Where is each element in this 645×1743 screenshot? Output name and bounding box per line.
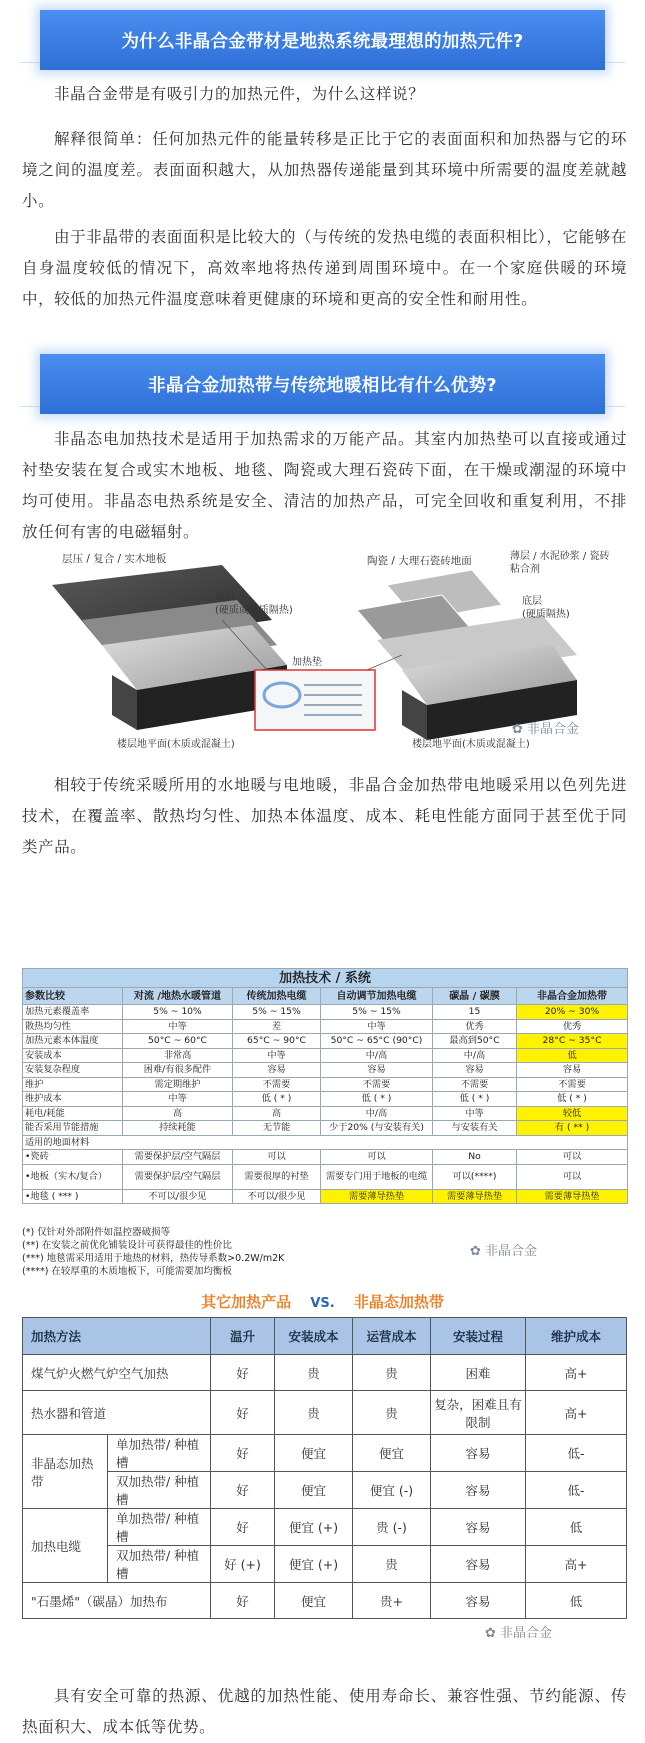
table-cell: 容易 <box>321 1063 433 1078</box>
table-cell: 便宜 (-) <box>353 1472 431 1509</box>
table-cell: 低 ( * ) <box>233 1092 321 1107</box>
compare-title-left: 其它加热产品 <box>201 1293 292 1311</box>
table-cell: 高 <box>233 1106 321 1121</box>
table-row <box>23 1546 627 1583</box>
method-group-cell: 非晶态加热带 <box>23 1435 108 1509</box>
table-cell: 可以(****) <box>433 1164 517 1189</box>
table-cell: 好 <box>211 1355 275 1391</box>
table-cell: 28°C ~ 35°C <box>517 1034 628 1049</box>
table-row <box>23 1019 628 1034</box>
watermark-text: 非晶合金 <box>527 722 580 737</box>
table-cell: 好 <box>211 1509 275 1546</box>
table-cell: 需要薄导热垫 <box>517 1189 628 1204</box>
method-group-cell: 加热电缆 <box>23 1509 108 1583</box>
table-cell: 差 <box>233 1019 321 1034</box>
paragraph-6: 具有安全可靠的热源、优越的加热性能、使用寿命长、兼容性强、节约能源、传热面积大、成本低等优势。 <box>22 1687 627 1736</box>
table-cell: 5% ~ 15% <box>233 1005 321 1020</box>
banner-card <box>40 354 605 414</box>
wechat-icon: ✿ <box>512 722 523 737</box>
table-body <box>23 1005 628 1204</box>
table-row <box>23 1092 628 1107</box>
table-cell: 高+ <box>526 1355 627 1391</box>
section-label: 适用的地面材料 <box>23 1135 628 1150</box>
compare-title-vs: VS. <box>310 1296 335 1311</box>
table-row <box>23 1435 627 1472</box>
footnote: (***) 地毯需采用适用于地热的材料，热传导系数>0.2W/m2K <box>22 1253 285 1264</box>
diagram-label-right-title: 陶瓷 / 大理石瓷砖地面 <box>367 555 472 567</box>
header-cell: 参数比较 <box>23 988 123 1005</box>
table-row <box>23 1034 628 1049</box>
table-cell: 低 <box>517 1048 628 1063</box>
table-cell: 贵 <box>353 1391 431 1435</box>
table-cell: 贵 <box>353 1355 431 1391</box>
table-cell: 持续耗能 <box>123 1121 233 1136</box>
table-cell: 可以 <box>233 1150 321 1165</box>
table-cell: 贵 (-) <box>353 1509 431 1546</box>
header-cell: 维护成本 <box>526 1318 627 1355</box>
banner-card <box>40 10 605 70</box>
header-cell: 安装过程 <box>431 1318 526 1355</box>
table-cell: 低- <box>526 1472 627 1509</box>
table-cell: 非常高 <box>123 1048 233 1063</box>
table-row <box>23 1189 628 1204</box>
table-cell: 中/高 <box>321 1106 433 1121</box>
diagram-label-right-mortar: 薄层 / 水泥砂浆 / 瓷砖粘合剂 <box>510 551 610 575</box>
compare-header-row <box>23 1318 627 1355</box>
table-title: 加热技术 / 系统 <box>23 969 628 988</box>
table-cell: 低 ( * ) <box>517 1092 628 1107</box>
compare-body <box>23 1355 627 1619</box>
paragraph-2: 解释很简单：任何加热元件的能量转移是正比于它的表面面积和加热器与它的环境之间的温度差。表面面积越大，从加热器传递能量到其环境中所需要的温度差就越小。 <box>22 130 627 210</box>
compare-title <box>0 1291 645 1312</box>
table-row <box>23 1472 627 1509</box>
table-cell: 便宜 <box>275 1435 353 1472</box>
table-header-row <box>23 988 628 1005</box>
table-cell: 可以 <box>517 1150 628 1165</box>
method-sub-cell: 单加热带/ 种植槽 <box>108 1509 211 1546</box>
table-cell: 中等 <box>321 1019 433 1034</box>
method-cell: 热水器和管道 <box>23 1391 211 1435</box>
table-row <box>23 1077 628 1092</box>
header-cell: 传统加热电缆 <box>233 988 321 1005</box>
table-cell: 好 <box>211 1435 275 1472</box>
method-cell: "石墨烯"（碳晶）加热布 <box>23 1583 211 1619</box>
row-label: 加热元素覆盖率 <box>23 1005 123 1020</box>
row-label: 维护成本 <box>23 1092 123 1107</box>
watermark <box>470 1240 537 1259</box>
header-cell: 对流 /地热水暖管道 <box>123 988 233 1005</box>
table-footnotes <box>22 1226 284 1278</box>
paragraph-5: 相较于传统采暖所用的水地暖与电地暖，非晶合金加热带电地暖采用以色列先进技术，在覆盖率、散热均匀性、加热本体温度、成本、耗电性能方面同于甚至优于同类产品。 <box>22 776 627 856</box>
footnote: (*) 仅针对外部附件如温控器破损等 <box>22 1227 171 1238</box>
table-cell: 50°C ~ 65°C (90°C) <box>321 1034 433 1049</box>
watermark <box>512 718 579 737</box>
table-cell: 中等 <box>433 1106 517 1121</box>
diagram-label-right-floor: 楼层地平面(木质或混凝土) <box>412 739 530 750</box>
table-cell: 优秀 <box>433 1019 517 1034</box>
table-row <box>23 1063 628 1078</box>
table-cell: 不需要 <box>321 1077 433 1092</box>
table-cell: 好 <box>211 1583 275 1619</box>
table-cell: 便宜 <box>275 1472 353 1509</box>
table-cell: 便宜 <box>353 1435 431 1472</box>
header-cell: 碳晶 / 碳膜 <box>433 988 517 1005</box>
header-cell: 非晶合金加热带 <box>517 988 628 1005</box>
compare-table <box>22 1317 627 1619</box>
row-label: 能否采用节能措施 <box>23 1121 123 1136</box>
table-cell: 容易 <box>431 1472 526 1509</box>
table-cell: 容易 <box>431 1509 526 1546</box>
table-cell: 便宜 (+) <box>275 1509 353 1546</box>
row-label: 耗电/耗能 <box>23 1106 123 1121</box>
table-cell: 优秀 <box>517 1019 628 1034</box>
table-cell: 贵 <box>275 1391 353 1435</box>
section-banner-2 <box>0 344 645 424</box>
method-cell: 煤气炉火燃气炉空气加热 <box>23 1355 211 1391</box>
table-cell: 贵 <box>275 1355 353 1391</box>
row-label: •瓷砖 <box>23 1150 123 1165</box>
table-cell: 最高到50°C <box>433 1034 517 1049</box>
table-row <box>23 1048 628 1063</box>
table-cell: 中等 <box>233 1048 321 1063</box>
floor-heating-diagram <box>22 545 627 750</box>
table-cell: 与安装有关 <box>433 1121 517 1136</box>
table-cell: 容易 <box>433 1063 517 1078</box>
table-cell: 有 ( ** ) <box>517 1121 628 1136</box>
table-cell: 容易 <box>431 1546 526 1583</box>
row-label: 安装复杂程度 <box>23 1063 123 1078</box>
table-cell: 无节能 <box>233 1121 321 1136</box>
table-row <box>23 1583 627 1619</box>
paragraph-3: 由于非晶带的表面面积是比较大的（与传统的发热电缆的表面积相比），它能够在自身温度较低的情况下，高效率地将热传递到周围环境中。在一个家庭供暖的环境中，较低的加热元件温度意味着更健康的环境和更高的安全性和耐用性。 <box>22 228 627 308</box>
row-label: •地毯 ( *** ) <box>23 1189 123 1204</box>
footnote: (****) 在较厚重的木质地板下，可能需要加均衡板 <box>22 1266 232 1277</box>
table-cell: 5% ~ 15% <box>321 1005 433 1020</box>
table-cell: 中等 <box>123 1092 233 1107</box>
table-cell: 中/高 <box>433 1048 517 1063</box>
table-cell: 高 <box>123 1106 233 1121</box>
table-cell: 贵+ <box>353 1583 431 1619</box>
table-row <box>23 1164 628 1189</box>
table-cell: 低 ( * ) <box>433 1092 517 1107</box>
table-cell: 需要专门用于地板的电缆 <box>321 1164 433 1189</box>
watermark-text: 非晶合金 <box>500 1626 553 1641</box>
table-row <box>23 1391 627 1435</box>
table-cell: 不可以/很少见 <box>123 1189 233 1204</box>
table-cell: 不需要 <box>517 1077 628 1092</box>
section-banner-1 <box>0 0 645 80</box>
table-cell: 困难 <box>431 1355 526 1391</box>
diagram-label-left-floor: 楼层地平面(木质或混凝土) <box>117 739 235 750</box>
table-cell: 复杂，困难且有限制 <box>431 1391 526 1435</box>
method-sub-cell: 双加热带/ 种植槽 <box>108 1546 211 1583</box>
table-cell: 困难/有很多配件 <box>123 1063 233 1078</box>
table-cell: 好 <box>211 1472 275 1509</box>
table-cell: 贵 <box>353 1546 431 1583</box>
table-cell: 不需要 <box>233 1077 321 1092</box>
table-cell: 需要薄导热垫 <box>433 1189 517 1204</box>
watermark <box>485 1622 552 1641</box>
row-label: •地板（实木/复合） <box>23 1164 123 1189</box>
banner-title: 为什么非晶合金带材是地热系统最理想的加热元件? <box>121 32 524 52</box>
banner-title: 非晶合金加热带与传统地暖相比有什么优势? <box>148 376 497 396</box>
diagram-label-center: 加热垫 <box>292 657 322 668</box>
table-cell: 15 <box>433 1005 517 1020</box>
table-cell: 不可以/很少见 <box>233 1189 321 1204</box>
table-cell: 需要保护层/空气隔层 <box>123 1150 233 1165</box>
table-cell: 低- <box>526 1435 627 1472</box>
table-row <box>23 1121 628 1136</box>
table-cell: 需定期维护 <box>123 1077 233 1092</box>
table-cell: 需要很厚的衬垫 <box>233 1164 321 1189</box>
table-section-row <box>23 1135 628 1150</box>
paragraph-4: 非晶态电加热技术是适用于加热需求的万能产品。其室内加热垫可以直接或通过衬垫安装在复合或实木地板、地毯、陶瓷或大理石瓷砖下面，在干燥或潮湿的环境中均可使用。非晶态电热系统是安全、清洁的加热产品，可完全回收和重复利用，不排放任何有害的电磁辐射。 <box>22 430 627 541</box>
table-row <box>23 1106 628 1121</box>
heating-tech-table <box>22 968 628 1204</box>
table-cell: 低 ( * ) <box>321 1092 433 1107</box>
footnote: (**) 在安装之前优化铺装设计可获得最佳的性价比 <box>22 1240 232 1251</box>
table-cell: 好 (+) <box>211 1546 275 1583</box>
table-cell: 好 <box>211 1391 275 1435</box>
diagram-label-left-base: 底层 (硬质或软质隔热) <box>215 592 293 616</box>
table-cell: 5% ~ 10% <box>123 1005 233 1020</box>
table-cell: 中/高 <box>321 1048 433 1063</box>
table-cell: 便宜 (+) <box>275 1546 353 1583</box>
table-cell: 65°C ~ 90°C <box>233 1034 321 1049</box>
table-cell: 可以 <box>321 1150 433 1165</box>
table-cell: 高+ <box>526 1546 627 1583</box>
method-sub-cell: 双加热带/ 种植槽 <box>108 1472 211 1509</box>
wechat-icon: ✿ <box>470 1244 481 1259</box>
paragraph-1: 非晶合金带是有吸引力的加热元件，为什么这样说？ <box>54 85 425 103</box>
header-cell: 温升 <box>211 1318 275 1355</box>
table-cell: 需要薄导热垫 <box>321 1189 433 1204</box>
header-cell: 运营成本 <box>353 1318 431 1355</box>
diagram-label-right-base: 底层 (硬质隔热) <box>522 596 570 620</box>
table-cell: 少于20% (与安装有关) <box>321 1121 433 1136</box>
row-label: 安装成本 <box>23 1048 123 1063</box>
method-sub-cell: 单加热带/ 种植槽 <box>108 1435 211 1472</box>
compare-title-right: 非晶态加热带 <box>353 1293 444 1311</box>
table-row <box>23 1355 627 1391</box>
table-cell: 低 <box>526 1583 627 1619</box>
table-row <box>23 1005 628 1020</box>
row-label: 散热均匀性 <box>23 1019 123 1034</box>
watermark-text: 非晶合金 <box>485 1244 538 1259</box>
table-title-row <box>23 969 628 988</box>
table-cell: No <box>433 1150 517 1165</box>
table-cell: 高+ <box>526 1391 627 1435</box>
table-cell: 容易 <box>431 1583 526 1619</box>
table-cell: 可以 <box>517 1164 628 1189</box>
header-cell: 安装成本 <box>275 1318 353 1355</box>
diagram-label-left-title: 层压 / 复合 / 实木地板 <box>62 553 167 565</box>
table-cell: 容易 <box>431 1435 526 1472</box>
table-cell: 需要保护层/空气隔层 <box>123 1164 233 1189</box>
table-cell: 不需要 <box>433 1077 517 1092</box>
row-label: 加热元素本体温度 <box>23 1034 123 1049</box>
table-cell: 容易 <box>517 1063 628 1078</box>
table-row <box>23 1509 627 1546</box>
header-cell: 自动调节加热电缆 <box>321 988 433 1005</box>
table-cell: 较低 <box>517 1106 628 1121</box>
table-cell: 20% ~ 30% <box>517 1005 628 1020</box>
table-row <box>23 1150 628 1165</box>
table-cell: 低 <box>526 1509 627 1546</box>
row-label: 维护 <box>23 1077 123 1092</box>
header-cell: 加热方法 <box>23 1318 211 1355</box>
wechat-icon: ✿ <box>485 1626 496 1641</box>
table-cell: 容易 <box>233 1063 321 1078</box>
table-cell: 便宜 <box>275 1583 353 1619</box>
table-cell: 50°C ~ 60°C <box>123 1034 233 1049</box>
table-cell: 中等 <box>123 1019 233 1034</box>
